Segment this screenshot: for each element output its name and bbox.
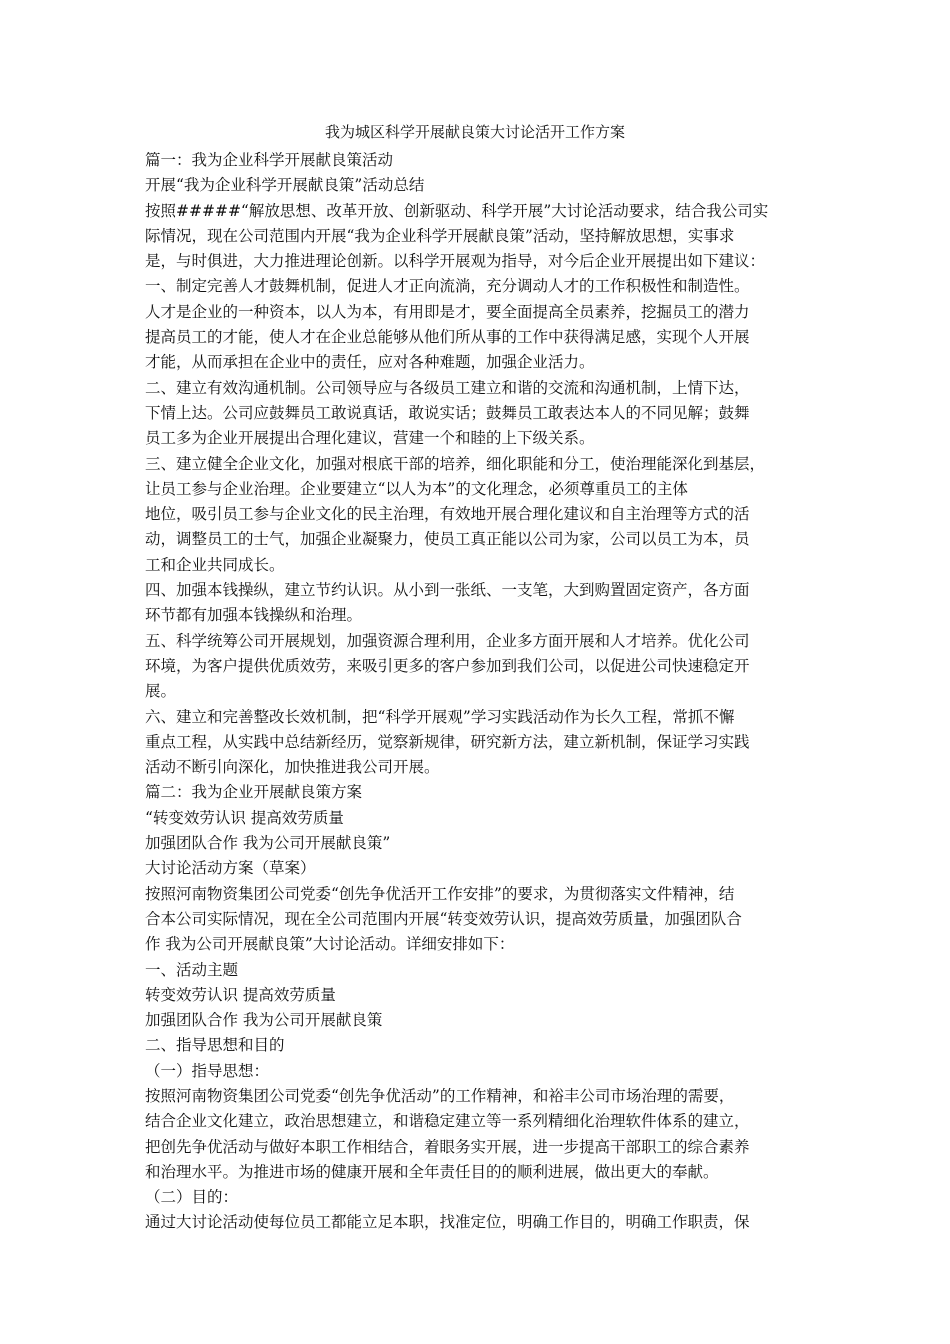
text-line: 工和企业共同成长。 (145, 555, 285, 574)
text-line: 合本公司实际情况，现在全公司范围内开展“转变效劳认识，提高效劳质量，加强团队合 (145, 909, 742, 928)
text-line: （二）目的： (145, 1188, 239, 1207)
text-line: 二、指导思想和目的 (145, 1036, 285, 1055)
text-line: 按照河南物资集团公司党委“创先争优活开工作安排”的要求，为贯彻落实文件精神，结 (145, 884, 735, 903)
text-line: 地位，吸引员工参与企业文化的民主治理，有效地开展合理化建议和自主治理等方式的活 (145, 505, 750, 524)
text-line: 按照#####“解放思想、改革开放、创新驱动、科学开展”大讨论活动要求，结合我公司实 (145, 201, 769, 220)
text-line: 人才是企业的一种资本，以人为本，有用即是才，要全面提高全员素养，挖掘员工的潜力 (145, 302, 750, 321)
text-line: 六、建立和完善整改长效机制，把“科学开展观”学习实践活动作为长久工程，常抓不懈 (145, 707, 735, 726)
text-line: 转变效劳认识 提高效劳质量 (145, 985, 336, 1004)
text-line: 际情况，现在公司范围内开展“我为企业科学开展献良策”活动，坚持解放思想，实事求 (145, 226, 735, 245)
text-line: 才能，从而承担在企业中的责任，应对各种难题，加强企业活力。 (145, 353, 595, 372)
text-line: （一）指导思想： (145, 1061, 270, 1080)
text-line: 和治理水平。为推进市场的健康开展和全年责任目的的顺利进展，做出更大的奉献。 (145, 1162, 719, 1181)
text-line: 通过大讨论活动使每位员工都能立足本职，找准定位，明确工作目的，明确工作职责，保 (145, 1213, 750, 1232)
text-line: 环境，为客户提供优质效劳，来吸引更多的客户参加到我们公司，以促进公司快速稳定开 (145, 656, 750, 675)
text-line: 把创先争优活动与做好本职工作相结合，着眼务实开展，进一步提高干部职工的综合素养 (145, 1137, 750, 1156)
document-body (145, 148, 815, 1236)
document-title: 我为城区科学开展献良策大讨论活开工作方案 (324, 123, 625, 141)
text-line: 让员工参与企业治理。企业要建立“以人为本”的文化理念，必须尊重员工的主体 (145, 479, 688, 498)
text-line: 五、科学统筹公司开展规划，加强资源合理利用，企业多方面开展和人才培养。优化公司 (145, 631, 750, 650)
text-line: 四、加强本钱操纵，建立节约认识。从小到一张纸、一支笔，大到购置固定资产，各方面 (145, 581, 750, 600)
text-line: “转变效劳认识 提高效劳质量 (145, 808, 344, 827)
text-line: 结合企业文化建立，政治思想建立，和谐稳定建立等一系列精细化治理软件体系的建立， (145, 1112, 750, 1131)
text-line: 重点工程，从实践中总结新经历，觉察新规律，研究新方法，建立新机制，保证学习实践 (145, 732, 750, 751)
text-line: 员工多为企业开展提出合理化建议，营建一个和睦的上下级关系。 (145, 429, 595, 448)
text-line: 二、建立有效沟通机制。公司领导应与各级员工建立和谐的交流和沟通机制，上情下达， (145, 378, 750, 397)
text-line: 加强团队合作 我为公司开展献良策 (145, 1011, 383, 1030)
text-line: 三、建立健全企业文化，加强对根底干部的培养，细化职能和分工，使治理能深化到基层， (145, 454, 766, 473)
text-line: 下情上达。公司应鼓舞员工敢说真话，敢说实话；鼓舞员工敢表达本人的不同见解；鼓舞 (145, 403, 750, 422)
text-line: 环节都有加强本钱操纵和治理。 (145, 606, 363, 625)
text-line: 篇二：我为企业开展献良策方案 (145, 783, 363, 802)
text-line: 大讨论活动方案（草案） (145, 859, 316, 878)
text-line: 开展“我为企业科学开展献良策”活动总结 (145, 176, 425, 195)
text-line: 活动不断引向深化，加快推进我公司开展。 (145, 758, 440, 777)
text-line: 动，调整员工的士气，加强企业凝聚力，使员工真正能以公司为家，公司以员工为本，员 (145, 530, 750, 549)
text-line: 提高员工的才能，使人才在企业总能够从他们所从事的工作中获得满足感，实现个人开展 (145, 328, 750, 347)
text-line: 作 我为公司开展献良策”大讨论活动。详细安排如下： (145, 935, 515, 954)
text-line: 加强团队合作 我为公司开展献良策” (145, 834, 391, 853)
text-line: 一、活动主题 (145, 960, 239, 979)
text-line: 一、制定完善人才鼓舞机制，促进人才正向流淌，充分调动人才的工作积极性和制造性。 (145, 277, 750, 296)
text-line: 篇一：我为企业科学开展献良策活动 (145, 151, 394, 169)
text-line: 是，与时俱进，大力推进理论创新。以科学开展观为指导，对今后企业开展提出如下建议： (145, 252, 766, 271)
text-line: 按照河南物资集团公司党委“创先争优活动”的工作精神，和裕丰公司市场治理的需要， (145, 1086, 735, 1105)
text-line: 展。 (145, 682, 177, 701)
